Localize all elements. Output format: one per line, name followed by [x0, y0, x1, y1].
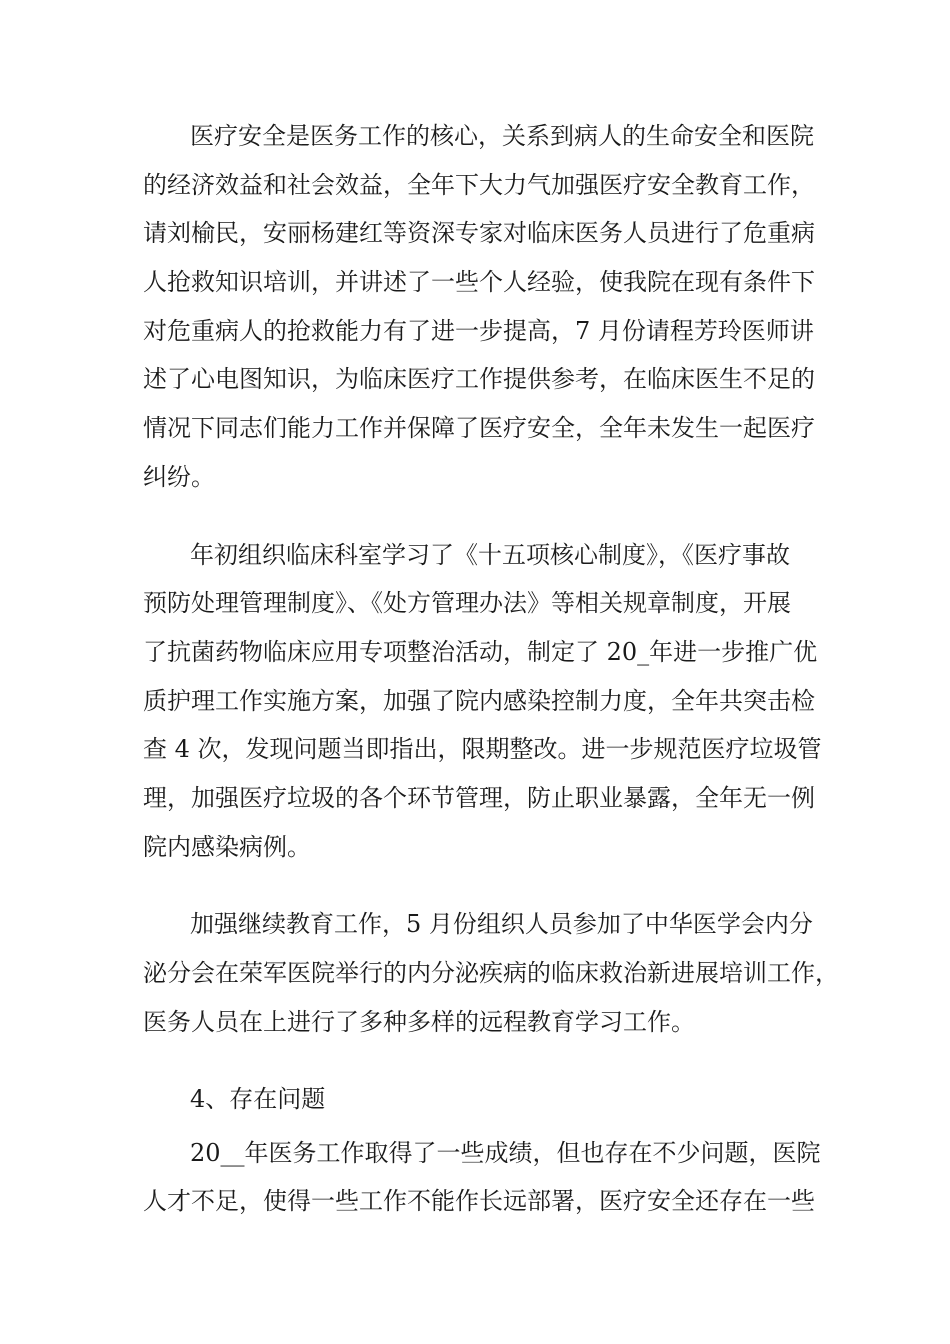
- text-line: 医务人员在上进行了多种多样的远程教育学习工作。: [143, 1008, 695, 1036]
- text-line: 述了心电图知识，为临床医疗工作提供参考，在临床医生不足的: [143, 365, 815, 393]
- text-line: 查 4 次，发现问题当即指出，限期整改。进一步规范医疗垃圾管: [143, 735, 822, 763]
- text-line: 请刘榆民，安丽杨建红等资深专家对临床医务人员进行了危重病: [143, 219, 815, 247]
- text-line: 泌分会在荣军医院举行的内分泌疾病的临床救治新进展培训工作，: [143, 959, 839, 987]
- text-line: 的经济效益和社会效益，全年下大力气加强医疗安全教育工作，: [143, 171, 815, 199]
- text-line: 20__年医务工作取得了一些成绩，但也存在不少问题，医院: [190, 1139, 821, 1167]
- text-line: 院内感染病例。: [143, 833, 311, 861]
- text-line: 预防处理管理制度》、《处方管理办法》等相关规章制度，开展: [143, 589, 791, 617]
- heading-text: 4、存在问题: [190, 1085, 326, 1113]
- text-line: 加强继续教育工作，5 月份组织人员参加了中华医学会内分: [190, 910, 813, 938]
- text-line: 医疗安全是医务工作的核心，关系到病人的生命安全和医院: [190, 122, 814, 150]
- text-line: 理，加强医疗垃圾的各个环节管理，防止职业暴露，全年无一例: [143, 784, 815, 812]
- text-line: 质护理工作实施方案，加强了院内感染控制力度，全年共突击检: [143, 687, 815, 715]
- text-line: 对危重病人的抢救能力有了进一步提高，7 月份请程芳玲医师讲: [143, 317, 814, 345]
- text-line: 情况下同志们能力工作并保障了医疗安全，全年未发生一起医疗: [143, 414, 815, 442]
- text-line: 人抢救知识培训，并讲述了一些个人经验，使我院在现有条件下: [143, 268, 815, 296]
- text-line: 年初组织临床科室学习了《十五项核心制度》，《医疗事故: [190, 541, 790, 569]
- text-line: 人才不足，使得一些工作不能作长远部署，医疗安全还存在一些: [143, 1187, 815, 1215]
- text-line: 纠纷。: [143, 463, 215, 491]
- text-line: 了抗菌药物临床应用专项整治活动，制定了 20_年进一步推广优: [143, 638, 818, 666]
